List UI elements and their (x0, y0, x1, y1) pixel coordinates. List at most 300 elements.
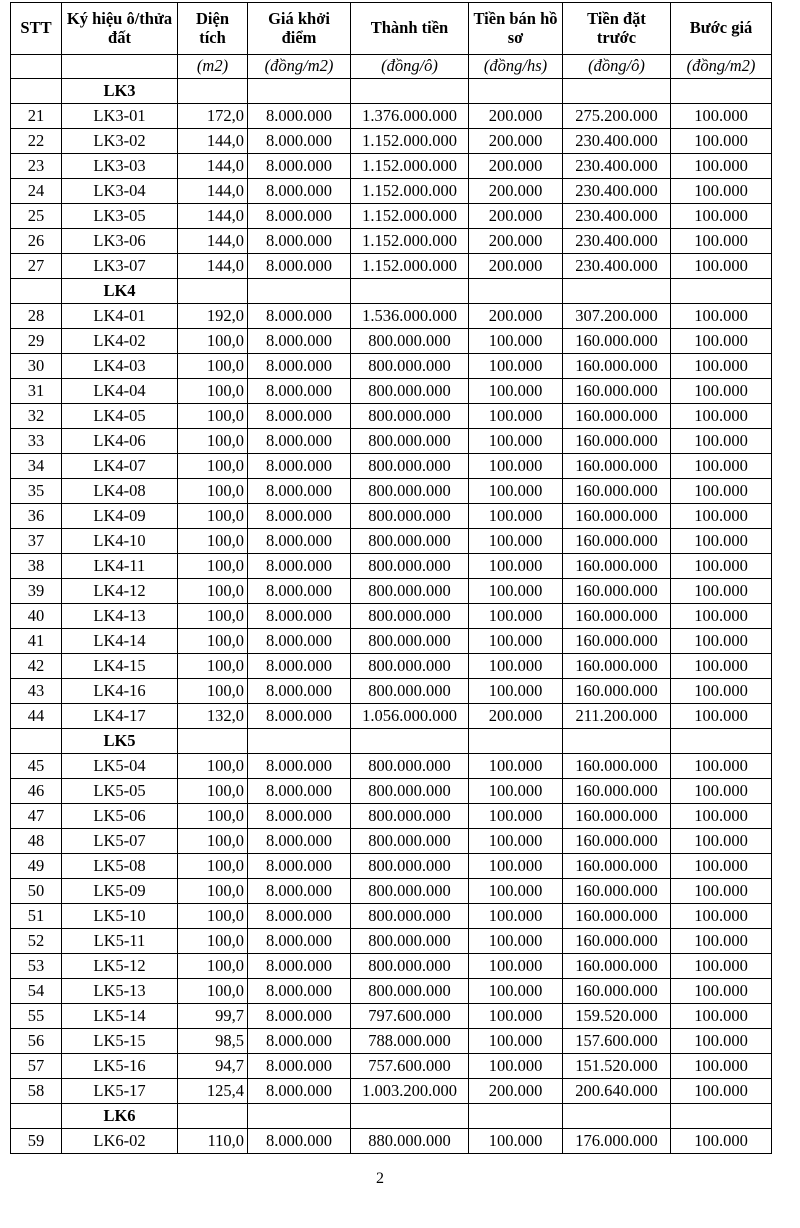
table-row (11, 504, 772, 529)
total-cell: 800.000.000 (351, 354, 469, 379)
stt-cell: 56 (11, 1029, 62, 1054)
table-row (11, 154, 772, 179)
area-cell: 100,0 (178, 479, 248, 504)
table-row (11, 929, 772, 954)
lot-code-cell: LK5-04 (62, 754, 178, 779)
starting-price-cell: 8.000.000 (248, 804, 351, 829)
starting-price-cell: 8.000.000 (248, 779, 351, 804)
empty-cell (671, 729, 772, 754)
table-row (11, 454, 772, 479)
dossier-fee-cell: 100.000 (469, 779, 563, 804)
empty-cell (469, 279, 563, 304)
stt-cell: 40 (11, 604, 62, 629)
starting-price-cell: 8.000.000 (248, 854, 351, 879)
lot-code-cell: LK6-02 (62, 1129, 178, 1154)
table-row (11, 779, 772, 804)
lot-code-cell: LK4-17 (62, 704, 178, 729)
dossier-fee-cell: 200.000 (469, 1079, 563, 1104)
total-cell: 800.000.000 (351, 404, 469, 429)
price-step-cell: 100.000 (671, 879, 772, 904)
unit-area: (m2) (178, 55, 248, 79)
empty-cell (11, 279, 62, 304)
dossier-fee-cell: 100.000 (469, 579, 563, 604)
table-row (11, 379, 772, 404)
total-cell: 800.000.000 (351, 579, 469, 604)
dossier-fee-cell: 100.000 (469, 904, 563, 929)
starting-price-cell: 8.000.000 (248, 1129, 351, 1154)
total-cell: 797.600.000 (351, 1004, 469, 1029)
table-row (11, 254, 772, 279)
lot-code-cell: LK5-17 (62, 1079, 178, 1104)
total-cell: 800.000.000 (351, 679, 469, 704)
area-cell: 100,0 (178, 929, 248, 954)
starting-price-cell: 8.000.000 (248, 229, 351, 254)
starting-price-cell: 8.000.000 (248, 904, 351, 929)
dossier-fee-cell: 100.000 (469, 629, 563, 654)
deposit-cell: 160.000.000 (563, 829, 671, 854)
deposit-cell: 160.000.000 (563, 754, 671, 779)
area-cell: 100,0 (178, 779, 248, 804)
land-lot-table (10, 2, 772, 1154)
deposit-cell: 160.000.000 (563, 504, 671, 529)
price-step-cell: 100.000 (671, 779, 772, 804)
dossier-fee-cell: 100.000 (469, 1129, 563, 1154)
lot-code-cell: LK4-06 (62, 429, 178, 454)
deposit-cell: 200.640.000 (563, 1079, 671, 1104)
deposit-cell: 160.000.000 (563, 329, 671, 354)
deposit-cell: 160.000.000 (563, 954, 671, 979)
stt-cell: 59 (11, 1129, 62, 1154)
area-cell: 144,0 (178, 154, 248, 179)
deposit-cell: 160.000.000 (563, 354, 671, 379)
dossier-fee-cell: 200.000 (469, 304, 563, 329)
stt-cell: 29 (11, 329, 62, 354)
area-cell: 100,0 (178, 979, 248, 1004)
header-row (11, 3, 772, 55)
price-step-cell: 100.000 (671, 754, 772, 779)
dossier-fee-cell: 100.000 (469, 1054, 563, 1079)
units-row (11, 55, 772, 79)
price-step-cell: 100.000 (671, 254, 772, 279)
area-cell: 144,0 (178, 129, 248, 154)
stt-cell: 24 (11, 179, 62, 204)
starting-price-cell: 8.000.000 (248, 1004, 351, 1029)
total-cell: 1.056.000.000 (351, 704, 469, 729)
deposit-cell: 160.000.000 (563, 979, 671, 1004)
price-step-cell: 100.000 (671, 804, 772, 829)
unit-lot-code (62, 55, 178, 79)
lot-code-cell: LK4-13 (62, 604, 178, 629)
starting-price-cell: 8.000.000 (248, 404, 351, 429)
deposit-cell: 160.000.000 (563, 454, 671, 479)
price-step-cell: 100.000 (671, 129, 772, 154)
starting-price-cell: 8.000.000 (248, 304, 351, 329)
dossier-fee-cell: 100.000 (469, 604, 563, 629)
starting-price-cell: 8.000.000 (248, 679, 351, 704)
lot-code-cell: LK4-05 (62, 404, 178, 429)
starting-price-cell: 8.000.000 (248, 879, 351, 904)
lot-code-cell: LK4-02 (62, 329, 178, 354)
deposit-cell: 230.400.000 (563, 229, 671, 254)
total-cell: 800.000.000 (351, 854, 469, 879)
table-row (11, 1129, 772, 1154)
total-cell: 800.000.000 (351, 929, 469, 954)
dossier-fee-cell: 100.000 (469, 329, 563, 354)
stt-cell: 55 (11, 1004, 62, 1029)
dossier-fee-cell: 100.000 (469, 879, 563, 904)
header-area: Diện tích (178, 3, 248, 55)
stt-cell: 30 (11, 354, 62, 379)
lot-code-cell: LK4-01 (62, 304, 178, 329)
deposit-cell: 230.400.000 (563, 254, 671, 279)
area-cell: 144,0 (178, 179, 248, 204)
lot-code-cell: LK5-15 (62, 1029, 178, 1054)
price-step-cell: 100.000 (671, 854, 772, 879)
starting-price-cell: 8.000.000 (248, 579, 351, 604)
price-step-cell: 100.000 (671, 429, 772, 454)
starting-price-cell: 8.000.000 (248, 154, 351, 179)
table-row (11, 179, 772, 204)
table-row (11, 979, 772, 1004)
empty-cell (563, 729, 671, 754)
area-cell: 100,0 (178, 404, 248, 429)
empty-cell (11, 1104, 62, 1129)
table-row (11, 879, 772, 904)
area-cell: 144,0 (178, 229, 248, 254)
lot-code-cell: LK3-06 (62, 229, 178, 254)
unit-deposit: (đồng/ô) (563, 55, 671, 79)
starting-price-cell: 8.000.000 (248, 179, 351, 204)
table-row (11, 904, 772, 929)
dossier-fee-cell: 200.000 (469, 179, 563, 204)
lot-code-cell: LK5-08 (62, 854, 178, 879)
area-cell: 100,0 (178, 604, 248, 629)
deposit-cell: 160.000.000 (563, 529, 671, 554)
empty-cell (351, 1104, 469, 1129)
group-row (11, 79, 772, 104)
table-row (11, 429, 772, 454)
area-cell: 192,0 (178, 304, 248, 329)
area-cell: 100,0 (178, 429, 248, 454)
deposit-cell: 160.000.000 (563, 854, 671, 879)
deposit-cell: 160.000.000 (563, 904, 671, 929)
stt-cell: 37 (11, 529, 62, 554)
table-row (11, 654, 772, 679)
price-step-cell: 100.000 (671, 1004, 772, 1029)
starting-price-cell: 8.000.000 (248, 104, 351, 129)
total-cell: 1.152.000.000 (351, 204, 469, 229)
empty-cell (351, 279, 469, 304)
total-cell: 788.000.000 (351, 1029, 469, 1054)
table-row (11, 329, 772, 354)
stt-cell: 54 (11, 979, 62, 1004)
empty-cell (178, 729, 248, 754)
lot-code-cell: LK5-13 (62, 979, 178, 1004)
lot-code-cell: LK4-09 (62, 504, 178, 529)
area-cell: 100,0 (178, 679, 248, 704)
deposit-cell: 160.000.000 (563, 379, 671, 404)
stt-cell: 48 (11, 829, 62, 854)
deposit-cell: 159.520.000 (563, 1004, 671, 1029)
area-cell: 100,0 (178, 504, 248, 529)
empty-cell (248, 729, 351, 754)
price-step-cell: 100.000 (671, 704, 772, 729)
stt-cell: 50 (11, 879, 62, 904)
total-cell: 880.000.000 (351, 1129, 469, 1154)
starting-price-cell: 8.000.000 (248, 354, 351, 379)
stt-cell: 39 (11, 579, 62, 604)
table-row (11, 954, 772, 979)
table-row (11, 829, 772, 854)
area-cell: 100,0 (178, 854, 248, 879)
stt-cell: 51 (11, 904, 62, 929)
stt-cell: 26 (11, 229, 62, 254)
group-label: LK4 (62, 279, 178, 304)
price-step-cell: 100.000 (671, 829, 772, 854)
empty-cell (469, 79, 563, 104)
table-row (11, 1004, 772, 1029)
table-row (11, 679, 772, 704)
total-cell: 800.000.000 (351, 604, 469, 629)
empty-cell (563, 279, 671, 304)
header-lot-code: Ký hiệu ô/thửa đất (62, 3, 178, 55)
area-cell: 100,0 (178, 804, 248, 829)
dossier-fee-cell: 200.000 (469, 129, 563, 154)
header-dossier-fee: Tiền bán hồ sơ (469, 3, 563, 55)
stt-cell: 32 (11, 404, 62, 429)
deposit-cell: 230.400.000 (563, 179, 671, 204)
stt-cell: 22 (11, 129, 62, 154)
area-cell: 100,0 (178, 554, 248, 579)
dossier-fee-cell: 100.000 (469, 754, 563, 779)
dossier-fee-cell: 100.000 (469, 554, 563, 579)
group-row (11, 729, 772, 754)
empty-cell (469, 1104, 563, 1129)
price-step-cell: 100.000 (671, 479, 772, 504)
price-step-cell: 100.000 (671, 404, 772, 429)
price-step-cell: 100.000 (671, 454, 772, 479)
table-row (11, 854, 772, 879)
stt-cell: 57 (11, 1054, 62, 1079)
stt-cell: 35 (11, 479, 62, 504)
empty-cell (178, 279, 248, 304)
total-cell: 800.000.000 (351, 629, 469, 654)
price-step-cell: 100.000 (671, 329, 772, 354)
area-cell: 172,0 (178, 104, 248, 129)
total-cell: 800.000.000 (351, 904, 469, 929)
table-row (11, 204, 772, 229)
table-row (11, 604, 772, 629)
starting-price-cell: 8.000.000 (248, 504, 351, 529)
deposit-cell: 160.000.000 (563, 579, 671, 604)
table-row (11, 229, 772, 254)
area-cell: 110,0 (178, 1129, 248, 1154)
group-label: LK6 (62, 1104, 178, 1129)
stt-cell: 38 (11, 554, 62, 579)
deposit-cell: 211.200.000 (563, 704, 671, 729)
total-cell: 1.152.000.000 (351, 154, 469, 179)
dossier-fee-cell: 100.000 (469, 429, 563, 454)
price-step-cell: 100.000 (671, 904, 772, 929)
total-cell: 1.152.000.000 (351, 129, 469, 154)
total-cell: 1.152.000.000 (351, 229, 469, 254)
dossier-fee-cell: 100.000 (469, 654, 563, 679)
empty-cell (248, 279, 351, 304)
dossier-fee-cell: 100.000 (469, 954, 563, 979)
stt-cell: 58 (11, 1079, 62, 1104)
starting-price-cell: 8.000.000 (248, 979, 351, 1004)
dossier-fee-cell: 200.000 (469, 104, 563, 129)
deposit-cell: 160.000.000 (563, 554, 671, 579)
dossier-fee-cell: 200.000 (469, 704, 563, 729)
deposit-cell: 160.000.000 (563, 404, 671, 429)
area-cell: 100,0 (178, 329, 248, 354)
deposit-cell: 176.000.000 (563, 1129, 671, 1154)
price-step-cell: 100.000 (671, 1079, 772, 1104)
table-row (11, 404, 772, 429)
price-step-cell: 100.000 (671, 154, 772, 179)
starting-price-cell: 8.000.000 (248, 704, 351, 729)
deposit-cell: 160.000.000 (563, 429, 671, 454)
price-step-cell: 100.000 (671, 1054, 772, 1079)
header-stt: STT (11, 3, 62, 55)
area-cell: 132,0 (178, 704, 248, 729)
price-step-cell: 100.000 (671, 579, 772, 604)
empty-cell (469, 729, 563, 754)
total-cell: 1.536.000.000 (351, 304, 469, 329)
dossier-fee-cell: 100.000 (469, 804, 563, 829)
empty-cell (563, 1104, 671, 1129)
lot-code-cell: LK4-07 (62, 454, 178, 479)
empty-cell (671, 79, 772, 104)
dossier-fee-cell: 100.000 (469, 354, 563, 379)
lot-code-cell: LK5-10 (62, 904, 178, 929)
deposit-cell: 307.200.000 (563, 304, 671, 329)
total-cell: 1.376.000.000 (351, 104, 469, 129)
dossier-fee-cell: 200.000 (469, 254, 563, 279)
starting-price-cell: 8.000.000 (248, 554, 351, 579)
price-step-cell: 100.000 (671, 979, 772, 1004)
lot-code-cell: LK3-05 (62, 204, 178, 229)
table-body (11, 79, 772, 1154)
price-step-cell: 100.000 (671, 504, 772, 529)
total-cell: 800.000.000 (351, 554, 469, 579)
table-row (11, 1029, 772, 1054)
lot-code-cell: LK4-11 (62, 554, 178, 579)
area-cell: 100,0 (178, 454, 248, 479)
area-cell: 125,4 (178, 1079, 248, 1104)
table-row (11, 354, 772, 379)
empty-cell (248, 79, 351, 104)
header-total: Thành tiền (351, 3, 469, 55)
lot-code-cell: LK4-16 (62, 679, 178, 704)
price-step-cell: 100.000 (671, 629, 772, 654)
table-row (11, 754, 772, 779)
dossier-fee-cell: 100.000 (469, 1029, 563, 1054)
table-row (11, 304, 772, 329)
unit-price-step: (đồng/m2) (671, 55, 772, 79)
price-step-cell: 100.000 (671, 379, 772, 404)
dossier-fee-cell: 100.000 (469, 829, 563, 854)
area-cell: 100,0 (178, 529, 248, 554)
empty-cell (351, 79, 469, 104)
table-row (11, 804, 772, 829)
total-cell: 800.000.000 (351, 754, 469, 779)
area-cell: 100,0 (178, 629, 248, 654)
area-cell: 144,0 (178, 254, 248, 279)
dossier-fee-cell: 200.000 (469, 154, 563, 179)
total-cell: 800.000.000 (351, 979, 469, 1004)
starting-price-cell: 8.000.000 (248, 754, 351, 779)
deposit-cell: 160.000.000 (563, 804, 671, 829)
starting-price-cell: 8.000.000 (248, 654, 351, 679)
dossier-fee-cell: 100.000 (469, 454, 563, 479)
stt-cell: 52 (11, 929, 62, 954)
starting-price-cell: 8.000.000 (248, 829, 351, 854)
stt-cell: 49 (11, 854, 62, 879)
table-row (11, 579, 772, 604)
area-cell: 144,0 (178, 204, 248, 229)
total-cell: 800.000.000 (351, 454, 469, 479)
lot-code-cell: LK4-14 (62, 629, 178, 654)
starting-price-cell: 8.000.000 (248, 1029, 351, 1054)
lot-code-cell: LK5-05 (62, 779, 178, 804)
unit-starting-price: (đồng/m2) (248, 55, 351, 79)
stt-cell: 27 (11, 254, 62, 279)
starting-price-cell: 8.000.000 (248, 1054, 351, 1079)
table-row (11, 529, 772, 554)
empty-cell (671, 279, 772, 304)
lot-code-cell: LK3-02 (62, 129, 178, 154)
lot-code-cell: LK4-10 (62, 529, 178, 554)
price-step-cell: 100.000 (671, 204, 772, 229)
starting-price-cell: 8.000.000 (248, 454, 351, 479)
price-step-cell: 100.000 (671, 1129, 772, 1154)
total-cell: 800.000.000 (351, 479, 469, 504)
deposit-cell: 160.000.000 (563, 604, 671, 629)
price-step-cell: 100.000 (671, 554, 772, 579)
total-cell: 800.000.000 (351, 829, 469, 854)
dossier-fee-cell: 100.000 (469, 404, 563, 429)
starting-price-cell: 8.000.000 (248, 329, 351, 354)
area-cell: 100,0 (178, 879, 248, 904)
empty-cell (351, 729, 469, 754)
empty-cell (563, 79, 671, 104)
area-cell: 100,0 (178, 829, 248, 854)
table-row (11, 479, 772, 504)
lot-code-cell: LK5-07 (62, 829, 178, 854)
area-cell: 100,0 (178, 354, 248, 379)
starting-price-cell: 8.000.000 (248, 929, 351, 954)
table-row (11, 1079, 772, 1104)
price-step-cell: 100.000 (671, 354, 772, 379)
area-cell: 100,0 (178, 579, 248, 604)
starting-price-cell: 8.000.000 (248, 379, 351, 404)
stt-cell: 23 (11, 154, 62, 179)
price-step-cell: 100.000 (671, 604, 772, 629)
price-step-cell: 100.000 (671, 229, 772, 254)
price-step-cell: 100.000 (671, 179, 772, 204)
total-cell: 800.000.000 (351, 879, 469, 904)
lot-code-cell: LK5-11 (62, 929, 178, 954)
starting-price-cell: 8.000.000 (248, 604, 351, 629)
price-step-cell: 100.000 (671, 929, 772, 954)
area-cell: 94,7 (178, 1054, 248, 1079)
dossier-fee-cell: 100.000 (469, 1004, 563, 1029)
dossier-fee-cell: 100.000 (469, 504, 563, 529)
price-step-cell: 100.000 (671, 304, 772, 329)
stt-cell: 47 (11, 804, 62, 829)
